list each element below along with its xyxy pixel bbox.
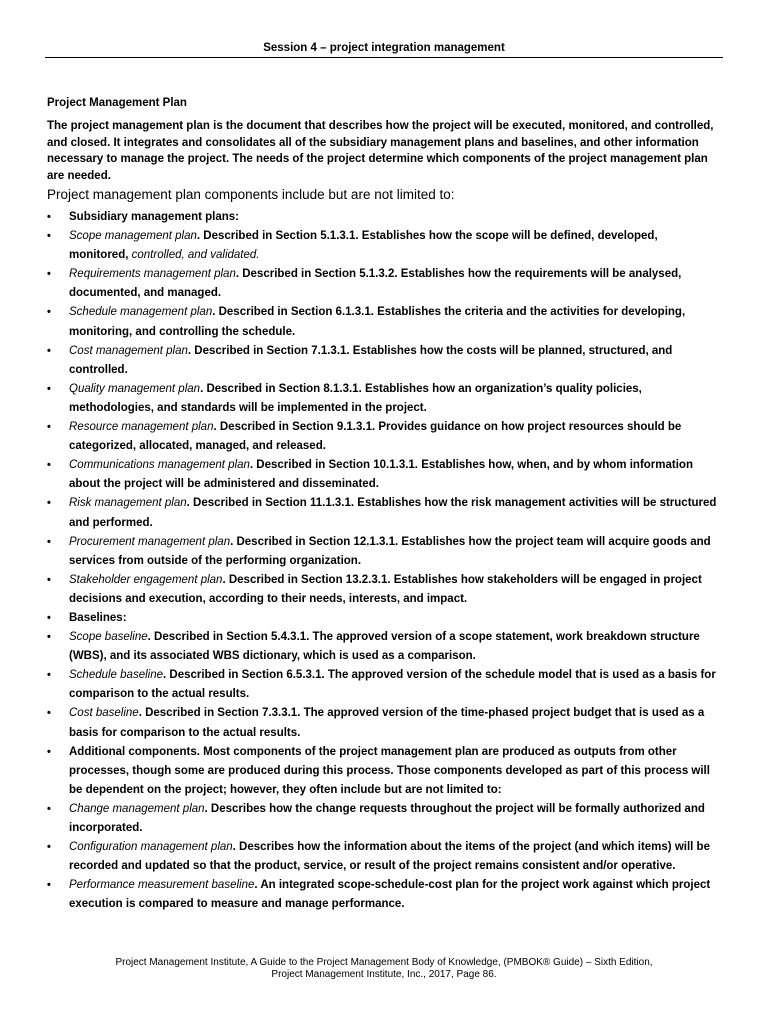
item-label: Additional components [69, 745, 197, 758]
bullet-icon: • [47, 211, 51, 223]
item-text: . An integrated scope-schedule-cost plan for the project work against which project execution is compared to measure and manage performance. [69, 879, 711, 911]
list-item [47, 265, 719, 303]
item-label: Procurement management plan [69, 535, 231, 548]
list-item [47, 876, 719, 914]
list-item [47, 418, 719, 456]
item-text: . Described in Section 5.4.3.1. The approved version of a scope statement, work breakdown structure (WBS), and its associated WBS dictionary, which is used as a comparison. [69, 631, 700, 663]
list-item [47, 628, 719, 666]
list-item [47, 571, 719, 609]
item-label: Schedule baseline [69, 669, 163, 682]
bullet-icon: • [47, 459, 51, 472]
list-item [47, 303, 719, 341]
bullet-icon: • [47, 535, 51, 548]
list-item [47, 609, 719, 628]
bullet-icon: • [47, 611, 51, 624]
bullet-icon: • [47, 230, 51, 243]
bullet-icon: • [47, 573, 51, 586]
page-header-title: Session 4 – project integration management [263, 42, 505, 54]
item-text: . Described in Section 6.1.3.1. Establishes the criteria and the activities for developing, monitoring, and controlling the schedule. [69, 306, 686, 338]
list-item [47, 342, 719, 380]
list-item [47, 380, 719, 418]
bullet-icon: • [47, 344, 51, 357]
item-label: Performance measurement baseline [69, 879, 255, 892]
item-label: Stakeholder engagement plan [69, 573, 223, 586]
bullet-icon: • [47, 802, 51, 815]
list-item [47, 227, 719, 265]
list-item [47, 456, 719, 494]
item-text: . Describes how the information about the items of the project (and which items) will be recorded and updated so that the product, service, or result of the project remains consistent and/or operative. [69, 841, 710, 873]
item-text: . Described in Section 8.1.3.1. Establishes how an organization’s quality policies, methodologies, and standards will be implemented in the project. [69, 382, 642, 414]
item-text: . Described in Section 7.1.3.1. Establishes how the costs will be planned, structured, and controlled. [69, 344, 673, 376]
main-content [47, 95, 719, 914]
item-text: . Described in Section 13.2.3.1. Establishes how stakeholders will be engaged in project decisions and execution, according to their needs, interests, and impact. [69, 573, 702, 605]
bullet-icon: • [47, 306, 51, 319]
item-text: . Described in Section 5.1.3.1. Establishes how the scope will be defined, developed, monitored, [69, 230, 658, 262]
item-label: Subsidiary management plans: [69, 211, 239, 223]
bullet-icon: • [47, 879, 51, 892]
page-footer [0, 957, 768, 981]
item-text: . Described in Section 9.1.3.1. Provides guidance on how project resources should be categorized, allocated, managed, and released. [69, 421, 682, 453]
item-tail: controlled, and validated. [131, 249, 260, 262]
item-label: Risk management plan [69, 497, 187, 510]
item-text: . Described in Section 6.5.3.1. The approved version of the schedule model that is used as a basis for comparison to the actual results. [69, 669, 716, 701]
item-label: Cost baseline [69, 707, 139, 720]
item-label: Communications management plan [69, 459, 250, 472]
item-text: . Describes how the change requests throughout the project will be formally authorized and incorporated. [69, 802, 705, 834]
bullet-icon: • [47, 707, 51, 720]
lead-sentence: Project management plan components include but are not limited to: [47, 187, 455, 202]
item-label: Baselines: [69, 611, 127, 624]
header-divider [45, 57, 723, 58]
intro-paragraph: The project management plan is the document that describes how the project will be executed, monitored, and controlled, and closed. It integrates and consolidates all of the subsidiary management plans and baselines, and other information necessary to manage the project. The needs of the project determine which components of the project management plan are needed. [47, 120, 714, 182]
item-label: Quality management plan [69, 382, 201, 395]
item-text: . Described in Section 11.1.3.1. Establishes how the risk management activities will be structured and performed. [69, 497, 717, 529]
list-item [47, 208, 719, 227]
item-label: Configuration management plan [69, 841, 233, 854]
list-item [47, 800, 719, 838]
item-label: Schedule management plan [69, 306, 213, 319]
section-title: Project Management Plan [47, 97, 187, 109]
bullet-icon: • [47, 382, 51, 395]
footer-citation-line-1: Project Management Institute, A Guide to the Project Management Body of Knowledge, (PMBOK® Guide) – Sixth Edition, [115, 957, 653, 968]
bullet-icon: • [47, 745, 51, 758]
footer-citation-line-2: Project Management Institute, Inc., 2017, Page 86. [271, 969, 497, 980]
item-text: . Described in Section 7.3.3.1. The approved version of the time-phased project budget that is used as a basis for comparison to the actual results. [69, 707, 705, 739]
bullet-icon: • [47, 669, 51, 682]
item-label: Change management plan [69, 802, 205, 815]
item-label: Cost management plan [69, 344, 188, 357]
bullet-icon: • [47, 841, 51, 854]
item-text: . Described in Section 5.1.3.2. Establishes how the requirements will be analysed, documented, and managed. [69, 268, 682, 300]
list-item [47, 666, 719, 704]
list-item [47, 704, 719, 742]
item-text: . Described in Section 12.1.3.1. Establishes how the project team will acquire goods and services from outside of the performing organization. [69, 535, 711, 567]
list-item [47, 838, 719, 876]
bullet-icon: • [47, 268, 51, 281]
list-item [47, 743, 719, 800]
bullet-icon: • [47, 631, 51, 644]
list-item [47, 494, 719, 532]
bullet-icon: • [47, 497, 51, 510]
item-label: Scope management plan [69, 230, 197, 243]
item-label: Requirements management plan [69, 268, 236, 281]
components-list [47, 208, 719, 914]
item-text: . Described in Section 10.1.3.1. Establishes how, when, and by whom information about the project will be administered and disseminated. [69, 459, 693, 491]
bullet-icon: • [47, 421, 51, 434]
item-label: Resource management plan [69, 421, 214, 434]
item-text: . Most components of the project management plan are produced as outputs from other processes, though some are produced during this process. Those components developed as part of this process will be dependent on the project; however, they often include but are not limited to: [69, 745, 710, 796]
item-label: Scope baseline [69, 631, 148, 644]
list-item [47, 533, 719, 571]
